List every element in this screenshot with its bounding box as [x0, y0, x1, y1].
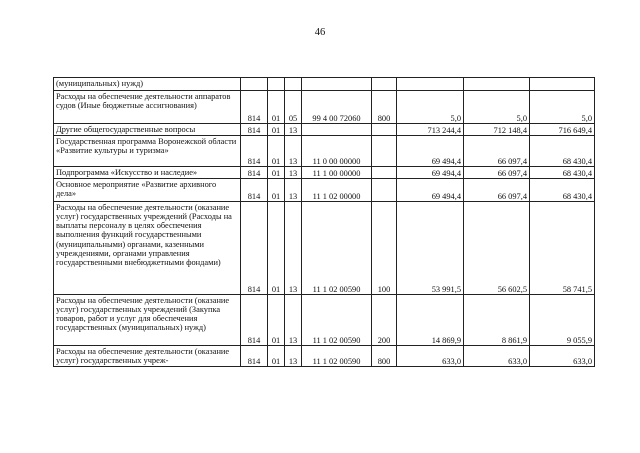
- row-amount-year2: 56 602,5: [464, 202, 530, 295]
- row-razdel-code: [268, 78, 285, 91]
- row-name: Государственная программа Воронежской области «Развитие культуры и туризма»: [54, 136, 241, 167]
- row-amount-year1: 14 869,9: [397, 295, 464, 346]
- row-expense-type: [372, 136, 397, 167]
- row-target-article: [302, 78, 372, 91]
- row-amount-year2: 8 861,9: [464, 295, 530, 346]
- table-row: [54, 346, 595, 367]
- row-vedomstvo-code: 814: [241, 124, 268, 136]
- table-body: [54, 78, 595, 367]
- budget-table: [53, 77, 595, 367]
- row-razdel-code: 01: [268, 202, 285, 295]
- row-vedomstvo-code: 814: [241, 346, 268, 367]
- row-vedomstvo-code: 814: [241, 91, 268, 124]
- row-amount-year3: [530, 78, 595, 91]
- table-row: [54, 78, 595, 91]
- table-row: [54, 91, 595, 124]
- row-podrazdel-code: 05: [285, 91, 302, 124]
- row-amount-year2: 5,0: [464, 91, 530, 124]
- row-name: (муниципальных) нужд): [54, 78, 241, 91]
- row-podrazdel-code: 13: [285, 295, 302, 346]
- row-vedomstvo-code: 814: [241, 202, 268, 295]
- row-name: Расходы на обеспечение деятельности аппаратов судов (Иные бюджетные ассигнования): [54, 91, 241, 124]
- row-expense-type: [372, 179, 397, 202]
- row-amount-year1: 53 991,5: [397, 202, 464, 295]
- row-name: Расходы на обеспечение деятельности (оказание услуг) государственных учреж-: [54, 346, 241, 367]
- row-amount-year1: 69 494,4: [397, 179, 464, 202]
- page-number: 46: [314, 27, 326, 38]
- row-expense-type: [372, 167, 397, 179]
- row-amount-year2: [464, 78, 530, 91]
- row-target-article: 11 1 02 00000: [302, 179, 372, 202]
- row-amount-year3: 68 430,4: [530, 136, 595, 167]
- row-amount-year1: [397, 78, 464, 91]
- row-vedomstvo-code: 814: [241, 295, 268, 346]
- row-amount-year2: 712 148,4: [464, 124, 530, 136]
- row-target-article: 99 4 00 72060: [302, 91, 372, 124]
- row-podrazdel-code: [285, 78, 302, 91]
- row-expense-type: [372, 78, 397, 91]
- row-amount-year1: 69 494,4: [397, 136, 464, 167]
- row-amount-year2: 66 097,4: [464, 136, 530, 167]
- row-podrazdel-code: 13: [285, 346, 302, 367]
- row-name: Подпрограмма «Искусство и наследие»: [54, 167, 241, 179]
- row-expense-type: 800: [372, 91, 397, 124]
- row-vedomstvo-code: 814: [241, 179, 268, 202]
- row-amount-year3: 716 649,4: [530, 124, 595, 136]
- row-amount-year3: 633,0: [530, 346, 595, 367]
- row-amount-year2: 633,0: [464, 346, 530, 367]
- row-razdel-code: 01: [268, 295, 285, 346]
- row-name: Другие общегосударственные вопросы: [54, 124, 241, 136]
- row-amount-year3: 68 430,4: [530, 167, 595, 179]
- row-razdel-code: 01: [268, 179, 285, 202]
- row-name: Расходы на обеспечение деятельности (оказание услуг) государственных учреждений (Закупка товаров, работ и услуг для обеспечения государственных (муниципальных) нужд): [54, 295, 241, 346]
- row-vedomstvo-code: 814: [241, 167, 268, 179]
- row-razdel-code: 01: [268, 124, 285, 136]
- row-amount-year1: 69 494,4: [397, 167, 464, 179]
- table-row: [54, 295, 595, 346]
- table-row: [54, 136, 595, 167]
- row-target-article: 11 0 00 00000: [302, 136, 372, 167]
- row-expense-type: [372, 124, 397, 136]
- row-amount-year1: 713 244,4: [397, 124, 464, 136]
- row-amount-year3: 9 055,9: [530, 295, 595, 346]
- row-podrazdel-code: 13: [285, 136, 302, 167]
- row-target-article: [302, 124, 372, 136]
- row-vedomstvo-code: 814: [241, 136, 268, 167]
- row-expense-type: 800: [372, 346, 397, 367]
- row-amount-year2: 66 097,4: [464, 179, 530, 202]
- table-row: [54, 179, 595, 202]
- table-row: [54, 167, 595, 179]
- row-expense-type: 200: [372, 295, 397, 346]
- row-amount-year1: 5,0: [397, 91, 464, 124]
- row-amount-year1: 633,0: [397, 346, 464, 367]
- row-amount-year3: 58 741,5: [530, 202, 595, 295]
- row-name: Расходы на обеспечение деятельности (оказание услуг) государственных учреждений (Расходы на выплаты персоналу в целях обеспечения выполнения функций государственными (муниципальными) органами, казенными учреждениями, органами управления государственными внебюджетными фондами): [54, 202, 241, 295]
- row-target-article: 11 1 02 00590: [302, 346, 372, 367]
- row-name: Основное мероприятие «Развитие архивного дела»: [54, 179, 241, 202]
- row-razdel-code: 01: [268, 167, 285, 179]
- row-target-article: 11 1 02 00590: [302, 295, 372, 346]
- row-razdel-code: 01: [268, 136, 285, 167]
- row-amount-year3: 68 430,4: [530, 179, 595, 202]
- row-amount-year3: 5,0: [530, 91, 595, 124]
- row-podrazdel-code: 13: [285, 179, 302, 202]
- row-podrazdel-code: 13: [285, 202, 302, 295]
- row-amount-year2: 66 097,4: [464, 167, 530, 179]
- row-podrazdel-code: 13: [285, 124, 302, 136]
- row-podrazdel-code: 13: [285, 167, 302, 179]
- table-row: [54, 124, 595, 136]
- row-expense-type: 100: [372, 202, 397, 295]
- row-target-article: 11 1 02 00590: [302, 202, 372, 295]
- row-vedomstvo-code: [241, 78, 268, 91]
- row-target-article: 11 1 00 00000: [302, 167, 372, 179]
- row-razdel-code: 01: [268, 346, 285, 367]
- table-row: [54, 202, 595, 295]
- row-razdel-code: 01: [268, 91, 285, 124]
